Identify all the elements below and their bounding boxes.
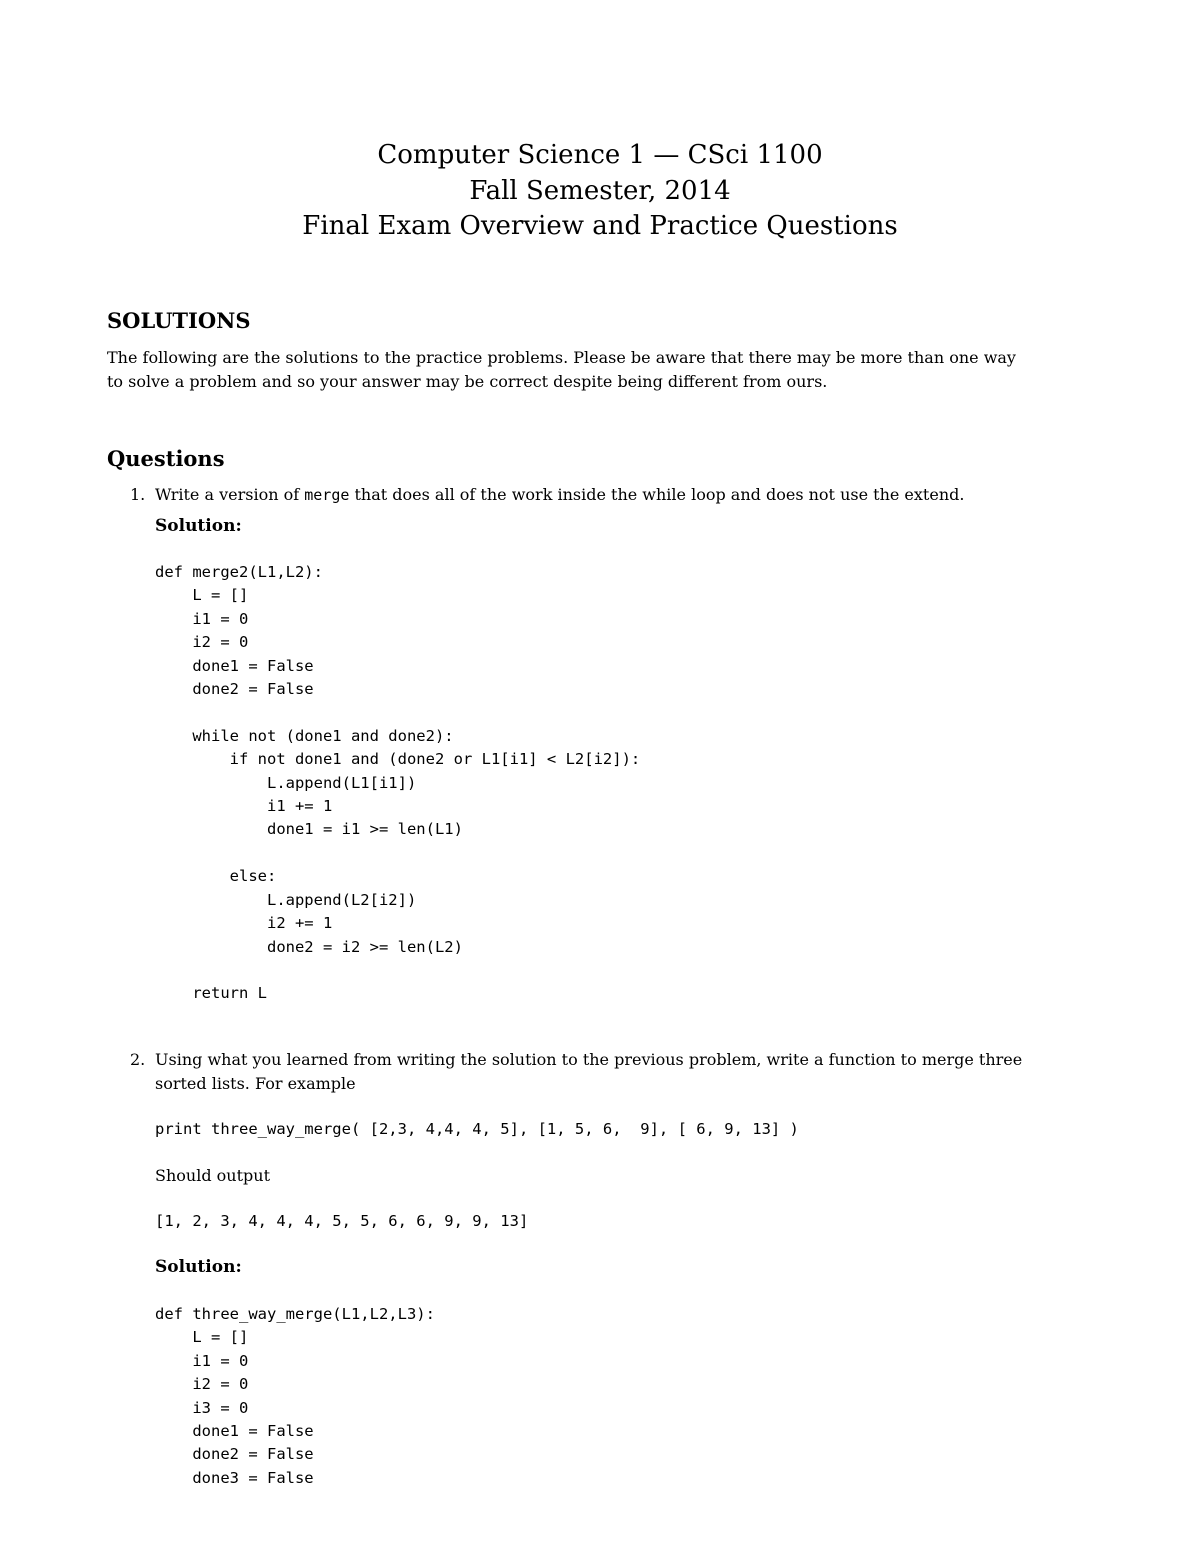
question-2-text-line-2: sorted lists. For example — [155, 1074, 356, 1093]
question-1-code-word: merge — [304, 486, 350, 504]
question-1-text — [155, 483, 1075, 507]
question-1-solution-code: def merge2(L1,L2): L = [] i1 = 0 i2 = 0 done1 = False done2 = False while not (done1 and done2): if not done1 and (done2 or L1[i1] < L2[i2]): L.append(L1[i1]) i1 += 1 done1 = i1 >= len(L1) else: L.append(L2[i2]) i2 += 1 done2 = i2 >= len(L2) return L — [155, 563, 641, 1003]
solutions-intro-line-1: The following are the solutions to the practice problems. Please be aware that there may be more than one way — [107, 348, 1016, 367]
question-2-number: 2. — [130, 1050, 146, 1069]
question-1-text-b: that does all of the work inside the while loop and does not use the extend. — [349, 485, 965, 504]
question-1-text-a: Write a version of — [155, 485, 305, 504]
question-2-solution-code: def three_way_merge(L1,L2,L3): L = [] i1 = 0 i2 = 0 i3 = 0 done1 = False done2 = False done3 = False — [155, 1305, 435, 1487]
question-2-output-code: [1, 2, 3, 4, 4, 4, 5, 5, 6, 6, 9, 9, 13] — [155, 1212, 529, 1230]
question-2-should-output: Should output — [155, 1166, 270, 1185]
question-2-text-line-1: Using what you learned from writing the solution to the previous problem, write a function to merge three — [155, 1050, 1023, 1069]
question-1-number: 1. — [130, 485, 146, 504]
question-1-solution-label: Solution: — [155, 516, 242, 536]
document-title — [0, 138, 1200, 245]
title-exam: Final Exam Overview and Practice Questions — [302, 211, 898, 241]
title-semester: Fall Semester, 2014 — [469, 175, 731, 206]
question-2-solution-label: Solution: — [155, 1257, 242, 1277]
questions-heading: Questions — [107, 446, 225, 471]
solutions-intro-line-2: to solve a problem and so your answer may be correct despite being different from ours. — [107, 372, 828, 391]
solutions-heading: SOLUTIONS — [107, 308, 251, 333]
title-course: Computer Science 1 — CSci 1100 — [377, 140, 823, 170]
question-2-example-code: print three_way_merge( [2,3, 4,4, 4, 5], [1, 5, 6, 9], [ 6, 9, 13] ) — [155, 1120, 799, 1138]
